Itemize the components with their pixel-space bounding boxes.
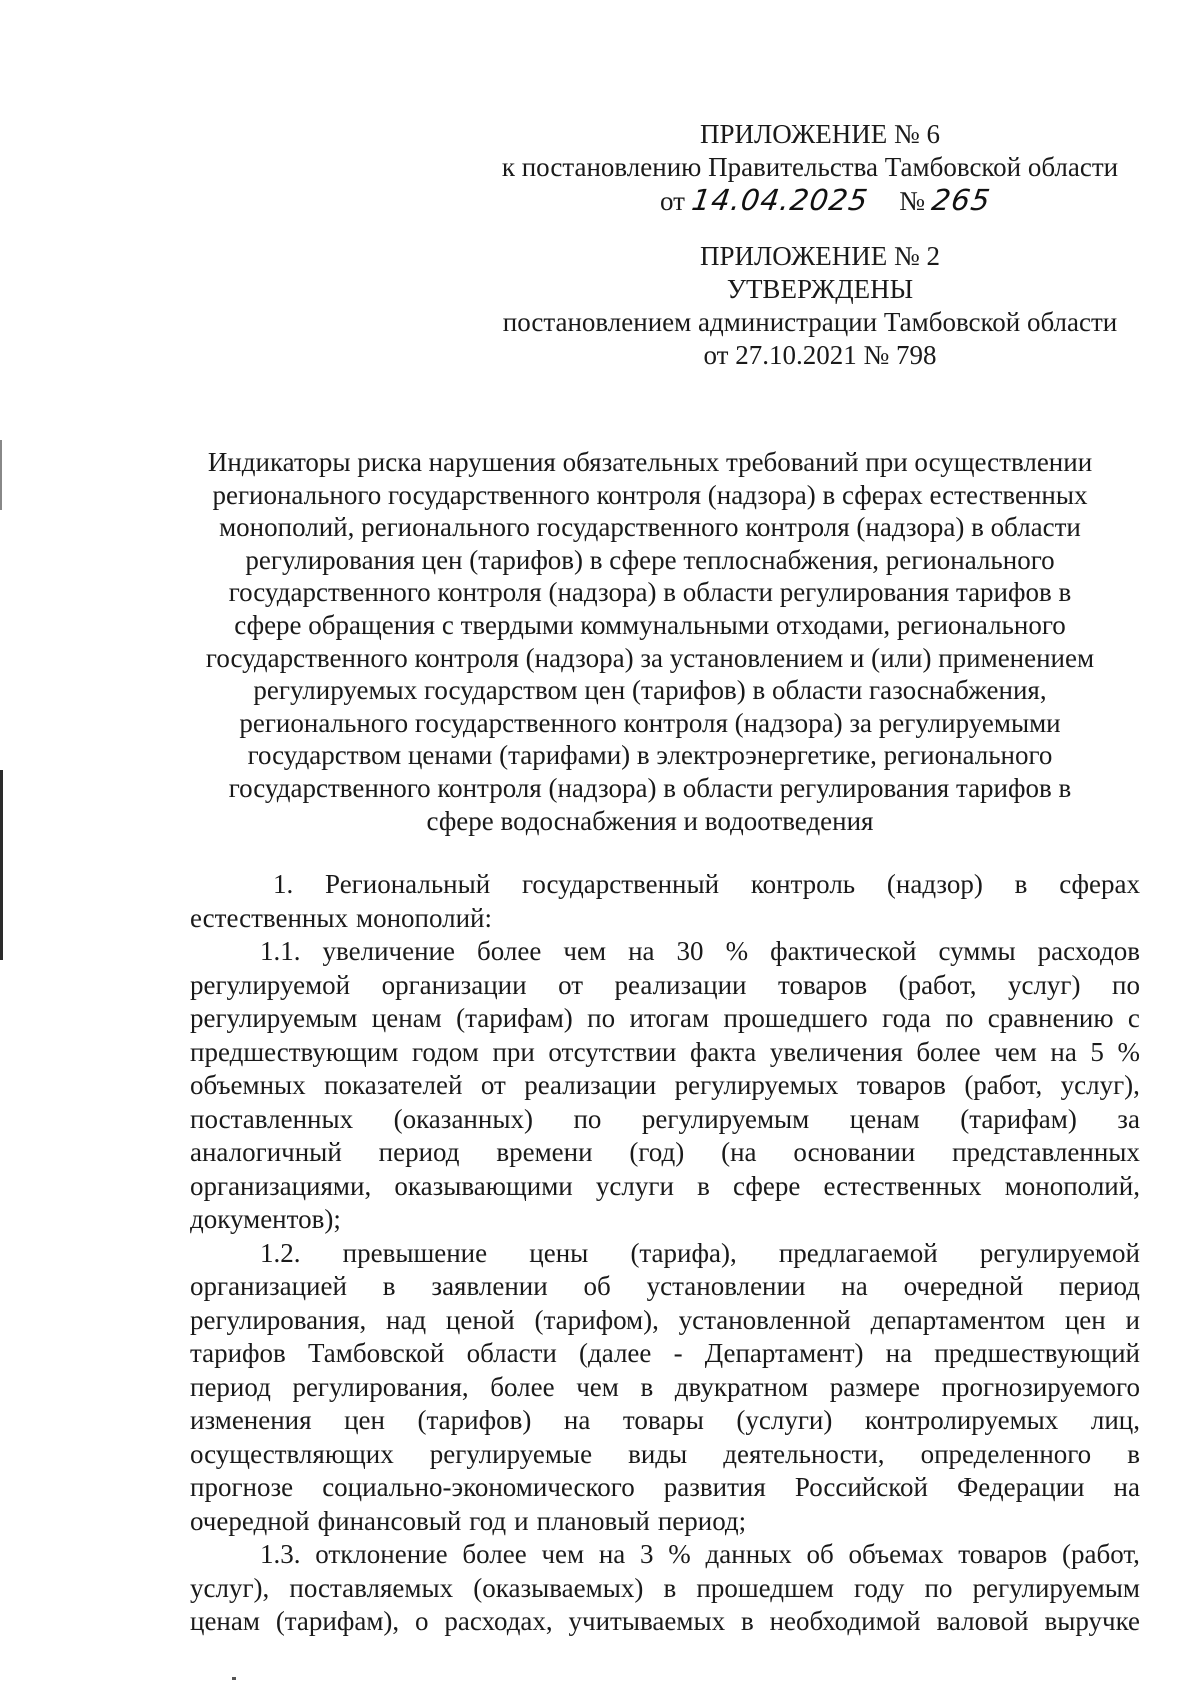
title-line: регионального государственного контроля (надзора) в сферах естественных (212, 479, 1088, 510)
body-line: осуществляющих регулируемые виды деятельности, определенного в (190, 1438, 1140, 1469)
title-line: регулируемых государством цен (тарифов) в области газоснабжения, (253, 675, 1047, 706)
document-title (180, 446, 1120, 837)
body-line: 1.3. отклонение более чем на 3 % данных об объемах товаров (работ, (260, 1539, 1140, 1569)
date-prefix: от (659, 186, 685, 216)
body-line: регулирования, над ценой (тарифом), установленной департаментом цен и (190, 1304, 1140, 1335)
body-line: 1.2. превышение цены (тарифа), предлагаемой регулируемой (260, 1237, 1140, 1268)
handwritten-number: 265 (929, 183, 993, 217)
title-line: государственного контроля (надзора) в области регулирования тарифов в (228, 772, 1072, 803)
title-line: регионального государственного контроля (надзора) за регулируемыми (239, 707, 1061, 738)
title-line: регулирования цен (тарифов) в сфере теплоснабжения, регионального (245, 544, 1055, 575)
body-line: документов); (190, 1204, 341, 1234)
body-line: объемных показателей от реализации регулируемых товаров (работ, услуг), (190, 1070, 1140, 1100)
body-line: тарифов Тамбовской области (далее - Департамент) на предшествующий (190, 1338, 1140, 1368)
title-line: государственного контроля (надзора) в области регулирования тарифов в (228, 577, 1072, 608)
approved-date: от 27.10.2021 № 798 (703, 340, 937, 370)
title-line: сфере обращения с твердыми коммунальными отходами, регионального (234, 609, 1066, 640)
body-line: поставленных (оказанных) по регулируемым ценам (тарифам) за (190, 1103, 1140, 1134)
body-line: предшествующим годом при отсутствии факта увеличения более чем на 5 % (190, 1036, 1140, 1067)
body-line: организациями, оказывающими услуги в сфере естественных монополий, (190, 1170, 1140, 1201)
body-line: ценам (тарифам), о расходах, учитываемых в необходимой валовой выручке (190, 1606, 1140, 1636)
body-line: естественных монополий: (190, 902, 493, 933)
appendix6-subtitle: к постановлению Правительства Тамбовской области (501, 152, 1119, 182)
document-body (190, 868, 1140, 1639)
approved-label: УТВЕРЖДЕНЫ (726, 274, 914, 304)
appendix6-header (470, 118, 1150, 218)
appendix2-header (470, 240, 1150, 372)
scan-dot (232, 1677, 236, 1680)
title-line: государством ценами (тарифами) в электроэнергетике, регионального (247, 740, 1053, 771)
title-line: Индикаторы риска нарушения обязательных требований при осуществлении (207, 447, 1093, 477)
number-prefix: № (899, 186, 925, 216)
approved-by: постановлением администрации Тамбовской области (502, 307, 1118, 337)
appendix2-title: ПРИЛОЖЕНИЕ № 2 (699, 241, 941, 271)
scan-edge-mark (0, 770, 3, 960)
title-line: государственного контроля (надзора) за установлением и (или) применением (205, 642, 1095, 673)
body-line: услуг), поставляемых (оказываемых) в прошедшем году по регулируемым (190, 1572, 1140, 1603)
handwritten-date: 14.04.2025 (689, 183, 871, 217)
body-line: очередной финансовый год и плановый период; (190, 1505, 747, 1536)
scan-edge-mark (0, 440, 2, 510)
body-line: организацией в заявлении об установлении на очередной период (190, 1271, 1140, 1301)
body-line: регулируемым ценам (тарифам) по итогам прошедшего года по сравнению с (190, 1003, 1140, 1033)
body-line: прогнозе социально-экономического развития Российской Федерации на (190, 1472, 1140, 1502)
title-line: сфере водоснабжения и водоотведения (426, 805, 874, 836)
appendix6-title: ПРИЛОЖЕНИЕ № 6 (699, 119, 941, 149)
appendix6-date-line (470, 184, 1150, 218)
body-line: регулируемой организации от реализации товаров (работ, услуг) по (190, 969, 1140, 1000)
body-line: изменения цен (тарифов) на товары (услуги) контролируемых лиц, (190, 1405, 1140, 1435)
title-line: монополий, регионального государственного контроля (надзора) в области (219, 512, 1081, 543)
body-line: 1.1. увеличение более чем на 30 % фактической суммы расходов (260, 936, 1140, 966)
body-line: 1. Региональный государственный контроль (надзор) в сферах (273, 869, 1140, 899)
body-line: период регулирования, более чем в двукратном размере прогнозируемого (190, 1371, 1140, 1402)
body-line: аналогичный период времени (год) (на основании представленных (190, 1137, 1140, 1167)
